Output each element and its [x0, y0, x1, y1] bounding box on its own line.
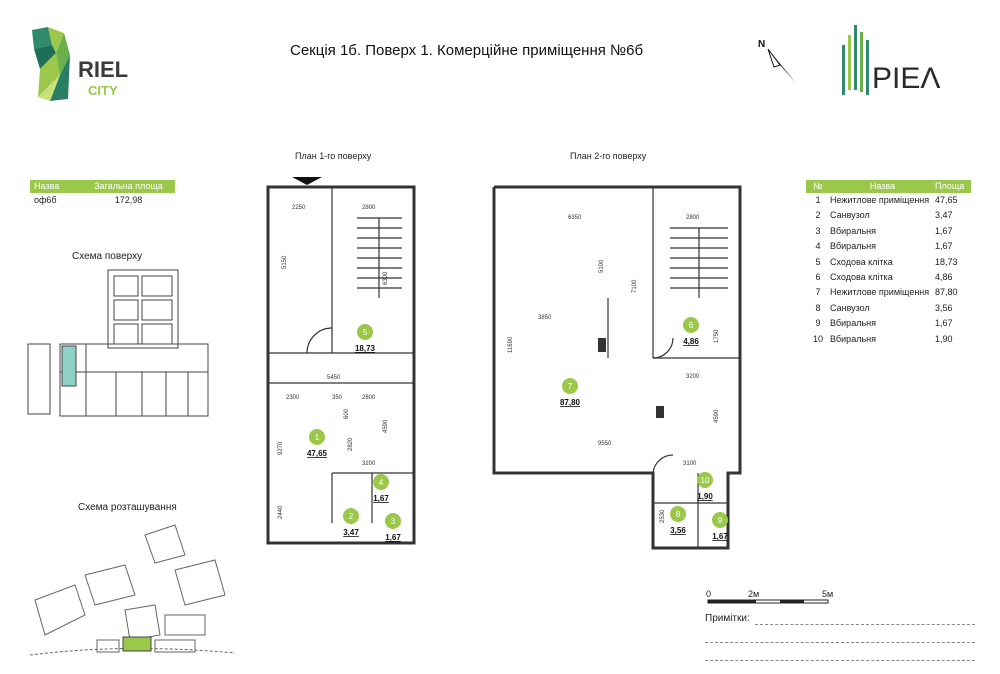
room-marker-7 — [560, 378, 581, 407]
room-number: 6 — [688, 321, 694, 330]
room-number: 4 — [378, 478, 384, 487]
plan-floor-1 — [262, 173, 422, 553]
rooms-cell-area: 3,47 — [935, 210, 953, 221]
scale-tick-5m: 5м — [822, 589, 834, 599]
room-marker-10 — [697, 472, 713, 501]
rooms-cell-name: Вбиральня — [830, 241, 876, 252]
table-row — [806, 316, 971, 331]
rooms-cell-num: 7 — [815, 287, 821, 298]
logo-riel-text: RIEL — [78, 57, 129, 82]
room-marker-6 — [683, 317, 699, 346]
table-row — [806, 332, 971, 347]
room-area: 87,80 — [559, 398, 581, 407]
rooms-cell-area: 1,67 — [935, 241, 953, 252]
dimension-label: 5450 — [327, 375, 341, 381]
dimension-label: 7100 — [632, 279, 638, 293]
dimension-label: 2800 — [686, 215, 700, 221]
table-row — [806, 285, 971, 300]
rooms-cell-name: Санвузол — [830, 302, 870, 313]
notes-line — [705, 642, 975, 643]
dimension-label: 6350 — [568, 215, 582, 221]
rooms-cell-name: Нежитлове приміщення — [830, 287, 930, 298]
location-scheme-label: Схема розташування — [78, 502, 177, 513]
room-marker-5 — [355, 324, 376, 353]
plan2-label: План 2-го поверху — [570, 151, 647, 161]
rooms-cell-area: 4,86 — [935, 271, 953, 282]
room-area: 18,73 — [354, 344, 376, 353]
entrance-arrow-icon — [292, 177, 322, 185]
dimension-label: 3850 — [538, 315, 552, 321]
room-number: 9 — [717, 516, 723, 525]
rooms-cell-num: 4 — [815, 241, 821, 252]
dimension-label: 6300 — [383, 271, 389, 285]
rooms-cell-area: 1,67 — [935, 225, 953, 236]
scale-bar — [700, 588, 840, 608]
plan-floor-2 — [488, 183, 753, 553]
highlighted-section — [123, 637, 151, 651]
location-scheme-map — [25, 515, 240, 670]
dimension-label: 3200 — [686, 374, 700, 380]
room-area: 3,56 — [670, 526, 686, 535]
rooms-cell-name: Нежитлове приміщення — [830, 195, 930, 205]
rooms-cell-area: 87,80 — [935, 287, 958, 298]
summary-cell-area: 172,98 — [114, 195, 143, 205]
rooms-cell-num: 5 — [815, 256, 821, 267]
notes-line — [705, 660, 975, 661]
room-marker-9 — [712, 512, 728, 541]
room-marker-3 — [385, 513, 401, 542]
room-number: 7 — [567, 382, 573, 391]
dimension-label: 2440 — [278, 505, 284, 519]
room-marker-1 — [307, 429, 328, 458]
rooms-cell-num: 10 — [812, 333, 823, 344]
scale-tick-0: 0 — [706, 589, 712, 599]
summary-cell-name: оф6б — [34, 195, 57, 205]
logo-city-text: CITY — [88, 83, 118, 98]
dimension-label: 9270 — [278, 441, 284, 455]
room-area: 1,67 — [712, 532, 728, 541]
room-marker-4 — [373, 474, 389, 503]
dimension-label: 2300 — [286, 395, 300, 401]
table-row — [806, 270, 971, 285]
dimension-label: 4590 — [714, 409, 720, 423]
room-number: 2 — [348, 512, 354, 521]
rooms-cell-num: 3 — [815, 225, 821, 236]
dimension-label: 3100 — [683, 461, 697, 467]
room-marker-8 — [670, 506, 686, 535]
north-label: N — [758, 39, 766, 50]
table-row — [806, 208, 971, 223]
dimension-label: 9550 — [598, 441, 612, 447]
rooms-cell-area: 1,67 — [935, 318, 953, 329]
plan1-label: План 1-го поверху — [295, 151, 372, 161]
dimension-label: 350 — [332, 395, 343, 401]
north-arrow-icon — [752, 35, 802, 90]
table-row — [30, 193, 175, 207]
rooms-cell-num: 1 — [815, 195, 821, 205]
rooms-cell-name: Сходова клітка — [830, 271, 893, 282]
dimension-label: 2820 — [348, 437, 354, 451]
rooms-cell-name: Сходова клітка — [830, 256, 893, 267]
scale-tick-2m: 2м — [748, 589, 760, 599]
rooms-table-header — [806, 180, 971, 193]
rooms-header-area: Площа — [935, 181, 965, 191]
riel-logo — [838, 20, 978, 105]
rooms-cell-area: 1,90 — [935, 333, 953, 344]
summary-header-area: Загальна площа — [94, 181, 163, 191]
dimension-label: 4590 — [383, 419, 389, 433]
table-row — [806, 301, 971, 316]
table-row — [806, 255, 971, 270]
rooms-cell-name: Санвузол — [830, 210, 870, 221]
dimension-label: 3200 — [362, 461, 376, 467]
dimension-label: 2800 — [362, 395, 376, 401]
rooms-cell-area: 47,65 — [935, 195, 958, 205]
rooms-cell-name: Вбиральня — [830, 333, 876, 344]
page-title: Секція 1б. Поверх 1. Комерційне приміщення №6б — [290, 42, 644, 59]
rooms-cell-num: 9 — [815, 318, 821, 329]
room-marker-2 — [343, 508, 359, 537]
room-area: 4,86 — [683, 337, 699, 346]
summary-table — [30, 180, 175, 207]
table-row — [806, 193, 971, 208]
room-area: 1,67 — [385, 533, 401, 542]
dimension-label: 11690 — [508, 336, 514, 353]
room-number: 3 — [390, 517, 396, 526]
dimension-label: 5150 — [282, 255, 288, 269]
summary-header-name: Назва — [34, 181, 60, 191]
dimension-label: 600 — [344, 408, 350, 419]
room-area: 1,90 — [697, 492, 713, 501]
rooms-header-num: № — [813, 181, 823, 191]
rooms-cell-area: 18,73 — [935, 256, 958, 267]
rooms-cell-num: 8 — [815, 302, 821, 313]
room-number: 1 — [314, 433, 320, 442]
notes-line — [755, 624, 975, 625]
room-number: 8 — [675, 510, 681, 519]
floor-scheme-map — [26, 262, 211, 432]
rooms-cell-name: Вбиральня — [830, 225, 876, 236]
rooms-cell-num: 2 — [815, 210, 821, 221]
logo-riel-right-text: PIEΛ — [872, 62, 941, 95]
riel-city-logo — [30, 25, 160, 105]
summary-header — [30, 180, 175, 193]
rooms-header-name: Назва — [869, 181, 896, 191]
rooms-table — [806, 180, 971, 347]
dimension-label: 2800 — [362, 205, 376, 211]
room-number: 10 — [700, 476, 710, 485]
table-row — [806, 224, 971, 239]
room-area: 1,67 — [373, 494, 389, 503]
rooms-cell-num: 6 — [815, 271, 821, 282]
room-area: 47,65 — [306, 449, 328, 458]
notes-label: Примітки: — [705, 613, 750, 624]
rooms-cell-area: 3,56 — [935, 302, 953, 313]
rooms-cell-name: Вбиральня — [830, 318, 876, 329]
floor-scheme-label: Схема поверху — [72, 251, 143, 262]
dimension-label: 1750 — [714, 329, 720, 343]
dimension-label: 2250 — [292, 205, 306, 211]
table-row — [806, 239, 971, 254]
room-number: 5 — [362, 328, 368, 337]
highlighted-unit — [62, 346, 76, 386]
dimension-label: 5100 — [599, 259, 605, 273]
room-area: 3,47 — [343, 528, 359, 537]
dimension-label: 2530 — [660, 509, 666, 523]
